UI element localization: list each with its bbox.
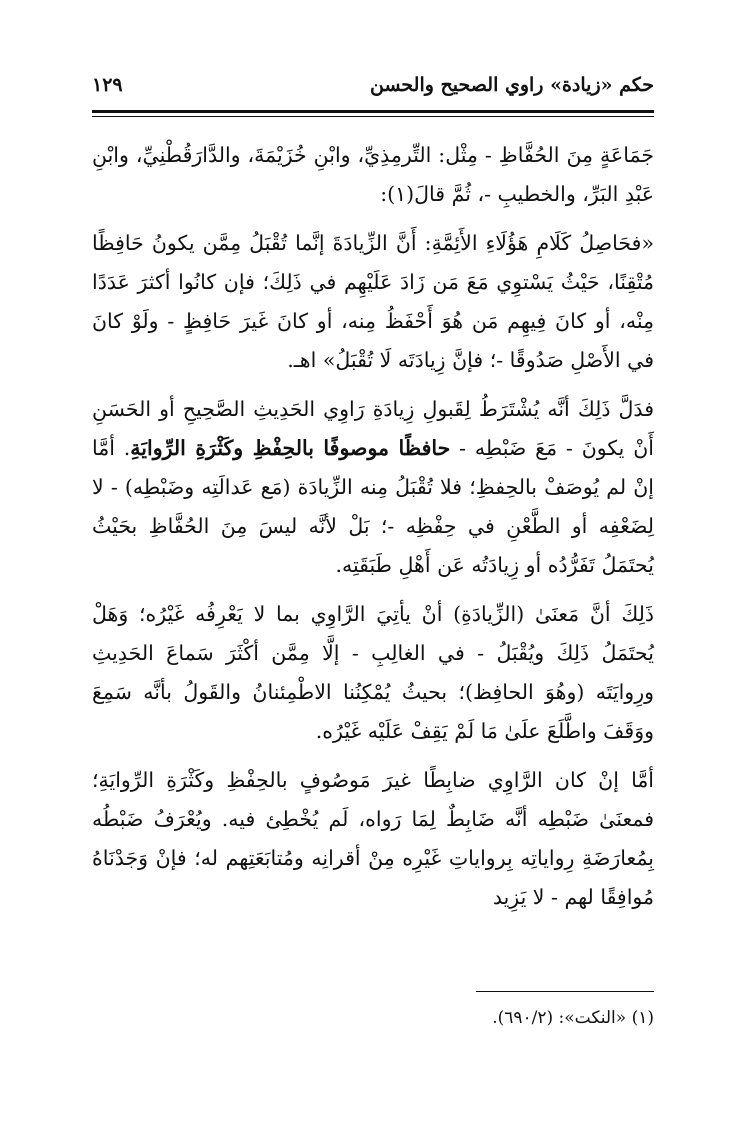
paragraph-3-text-after: . أمَّا إنْ لم يُوصَفْ بالحِفظِ؛ فلا تُقْبَلُ مِنه الزِّيادَة (مَع عَدالَتِه وضَبْطِه) - لا لِضَعْفِه أو الطَّعْنِ في حِفْظِه -؛ بَلْ لأنَّه ليسَ مِنَ الحُفَّاظِ بحَيْثُ يُحتَمَلُ تَفَرُّدُه أو زِيادَتُه عَن أَهْلِ طَبَقَتِه.: [92, 436, 654, 577]
header-rule-thick: [92, 110, 654, 113]
header-rule-thin: [92, 116, 654, 117]
paragraph-2-quote: «فحَاصِلُ كَلَامِ هَؤُلَاءِ الأَئِمَّةِ: أَنَّ الزِّيادَةَ إنَّما تُقْبَلُ مِمَّن يكونُ حَافِظًا مُتْقِنًا، حَيْثُ يَسْتوِي مَعَ مَن زَادَ عَلَيْهِم في ذَلِكَ؛ فإن كانُوا أكثرَ عَدَدًا مِنْه، أو كانَ فِيهِم مَن هُوَ أَحْفَظُ مِنه، أو كانَ غَيرَ حَافِظٍ - ولَوْ كانَ في الأَصْلِ صَدُوقًا -؛ فإنَّ زِيادَتَه لَا تُقْبَلُ» اهـ.: [92, 231, 654, 372]
paragraph-4: ذَلِكَ أنَّ مَعنَىٰ (الزِّيادَةِ) أنْ يأتِيَ الرَّاوِي بما لا يَعْرِفُه غَيْرُه؛ وَهَلْ يُحتَمَلُ ذَلِكَ ويُقْبَلُ - في الغالِبِ - إلَّا مِمَّن أكْثَرَ سَماعَ الحَدِيثِ ورِوايَتَه (وهُوَ الحافِظ)؛ بحيثُ يُمْكِنُنا الاطْمِئنانُ والقَولُ بأنَّه سَمِعَ ووَقَفَ واطَّلَعَ علَىٰ مَا لَمْ يَقِفْ عَلَيْه غَيْرُه.: [92, 602, 654, 743]
paragraph-3-bold-emphasis: حافظًا موصوفًا بالحِفْظِ وكَثْرَةِ الرِّوايَةِ: [130, 436, 451, 460]
footnote-1: (١) «النكت»: (٦٩٠/٢).: [492, 1008, 654, 1028]
page-header: [92, 62, 654, 106]
main-text: [92, 136, 654, 927]
book-page: [92, 62, 654, 1062]
running-title: حكم «زيادة» راوي الصحيح والحسن: [370, 74, 654, 96]
paragraph-1: جَمَاعَةٍ مِنَ الحُفَّاظِ - مِثْل: التِّرمِذِيِّ، وابْنِ خُزَيْمَةَ، والدَّارَقُطْنِيِّ، وابْنِ عَبْدِ البَرِّ، والخطيبِ -، ثُمَّ قالَ(١):: [92, 143, 654, 206]
paragraph-3: [92, 390, 654, 585]
footnote-separator: [476, 991, 654, 992]
page-number: ١٢٩: [92, 74, 123, 96]
paragraph-5: أمَّا إنْ كان الرَّاوِي ضابِطًا غيرَ مَوصُوفٍ بالحِفْظِ وكَثْرَةِ الرِّوايَةِ؛ فمعنَىٰ ضَبْطِه أنَّه ضَابِطٌ لِمَا رَواه، لَم يُخْطِئ فيه. ويُعْرَفُ ضَبْطُه بِمُعارَضَةِ رِواياتِه بِرواياتِ غَيْرِه مِنْ أقرانِه ومُتابَعَتِهم له؛ فإنْ وَجَدْنَاهُ مُوافِقًا لهم - لا يَزِيد: [92, 768, 654, 909]
paragraph-3-text-before: فدَلَّ ذَلِكَ أنَّه يُشْتَرَطُ لِقَبولِ زِيادَةِ رَاوِي الحَدِيثِ الصَّحِيحِ أو الحَسَنِ أَنْ يكونَ - مَعَ ضَبْطِه -: [92, 397, 654, 460]
